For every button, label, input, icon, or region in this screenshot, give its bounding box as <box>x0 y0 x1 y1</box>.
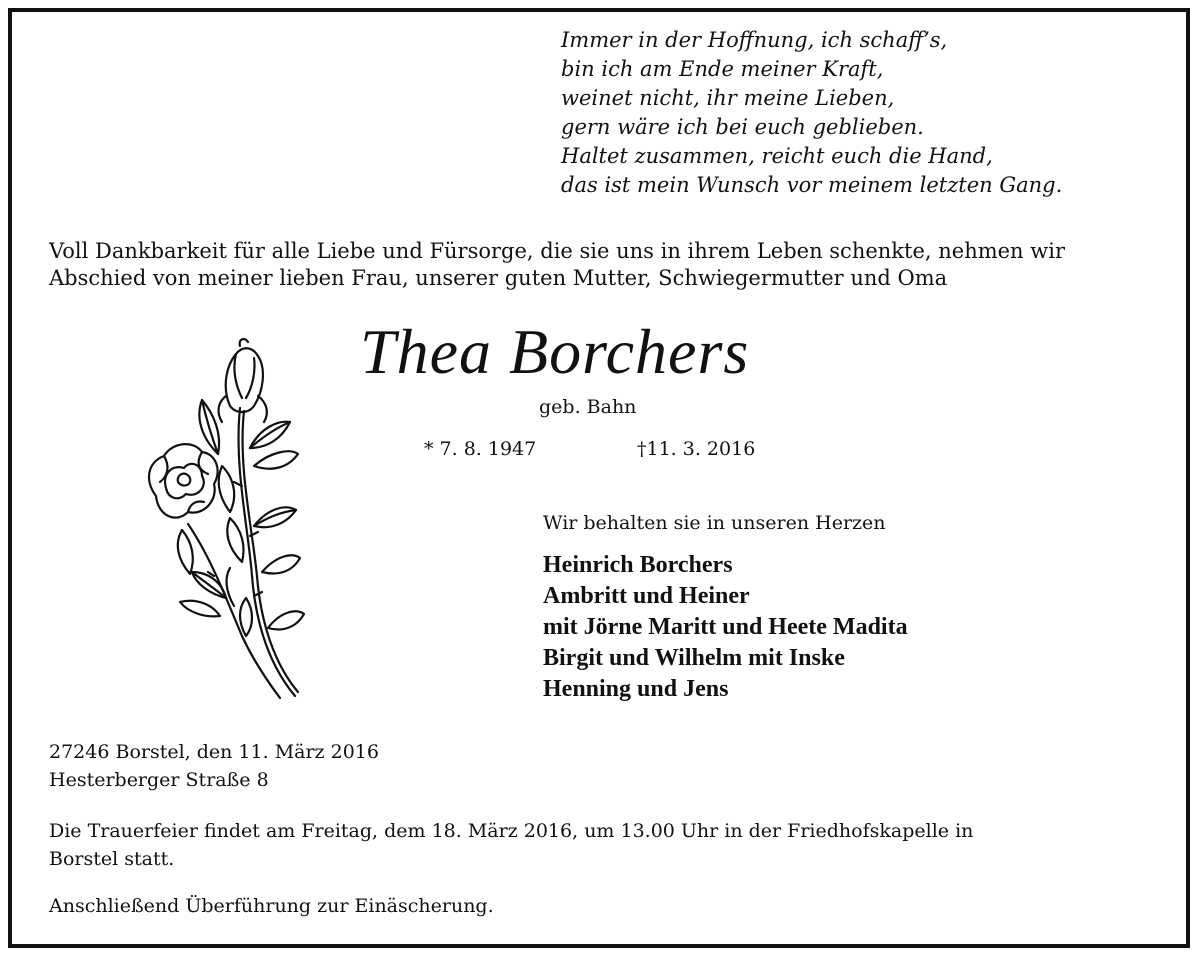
mourner-name: Henning und Jens <box>543 676 729 702</box>
mourner-name: Birgit und Wilhelm mit Inske <box>543 645 845 671</box>
mourners-heading: Wir behalten sie in unseren Herzen <box>543 512 886 534</box>
poem-line: Haltet zusammen, reicht euch die Hand, <box>561 144 993 168</box>
mourners-list <box>543 550 908 705</box>
intro-line: Voll Dankbarkeit für alle Liebe und Fürsorge, die sie uns in ihrem Leben schenkte, nehmen wir <box>49 239 1065 263</box>
poem-line: weinet nicht, ihr meine Lieben, <box>561 86 895 110</box>
poem-line: gern wäre ich bei euch geblieben. <box>561 115 924 139</box>
maiden-name: geb. Bahn <box>539 396 637 418</box>
ceremony-line: Borstel statt. <box>49 848 175 870</box>
transfer-note: Anschließend Überführung zur Einäscherung. <box>49 895 494 917</box>
mourner-name: Ambritt und Heiner <box>543 583 750 609</box>
death-date: †11. 3. 2016 <box>637 438 756 460</box>
place-date: 27246 Borstel, den 11. März 2016 <box>49 741 379 763</box>
poem-line: Immer in der Hoffnung, ich schaff’s, <box>561 28 948 52</box>
mourner-name: mit Jörne Maritt und Heete Madita <box>543 614 908 640</box>
intro-text <box>49 238 1159 292</box>
ceremony-info <box>49 817 1159 873</box>
rose-icon <box>130 336 310 702</box>
mourner-name: Heinrich Borchers <box>543 552 733 578</box>
poem-line: das ist mein Wunsch vor meinem letzten Gang. <box>561 173 1063 197</box>
poem-line: bin ich am Ende meiner Kraft, <box>561 57 884 81</box>
poem <box>561 26 1062 200</box>
birth-date: * 7. 8. 1947 <box>424 438 537 460</box>
intro-line: Abschied von meiner lieben Frau, unserer guten Mutter, Schwiegermutter und Oma <box>49 266 948 290</box>
ceremony-line: Die Trauerfeier findet am Freitag, dem 18. März 2016, um 13.00 Uhr in der Friedhofskapelle in <box>49 820 974 842</box>
street-address: Hesterberger Straße 8 <box>49 769 269 791</box>
deceased-name: Thea Borchers <box>360 316 750 387</box>
address-block <box>49 738 379 794</box>
